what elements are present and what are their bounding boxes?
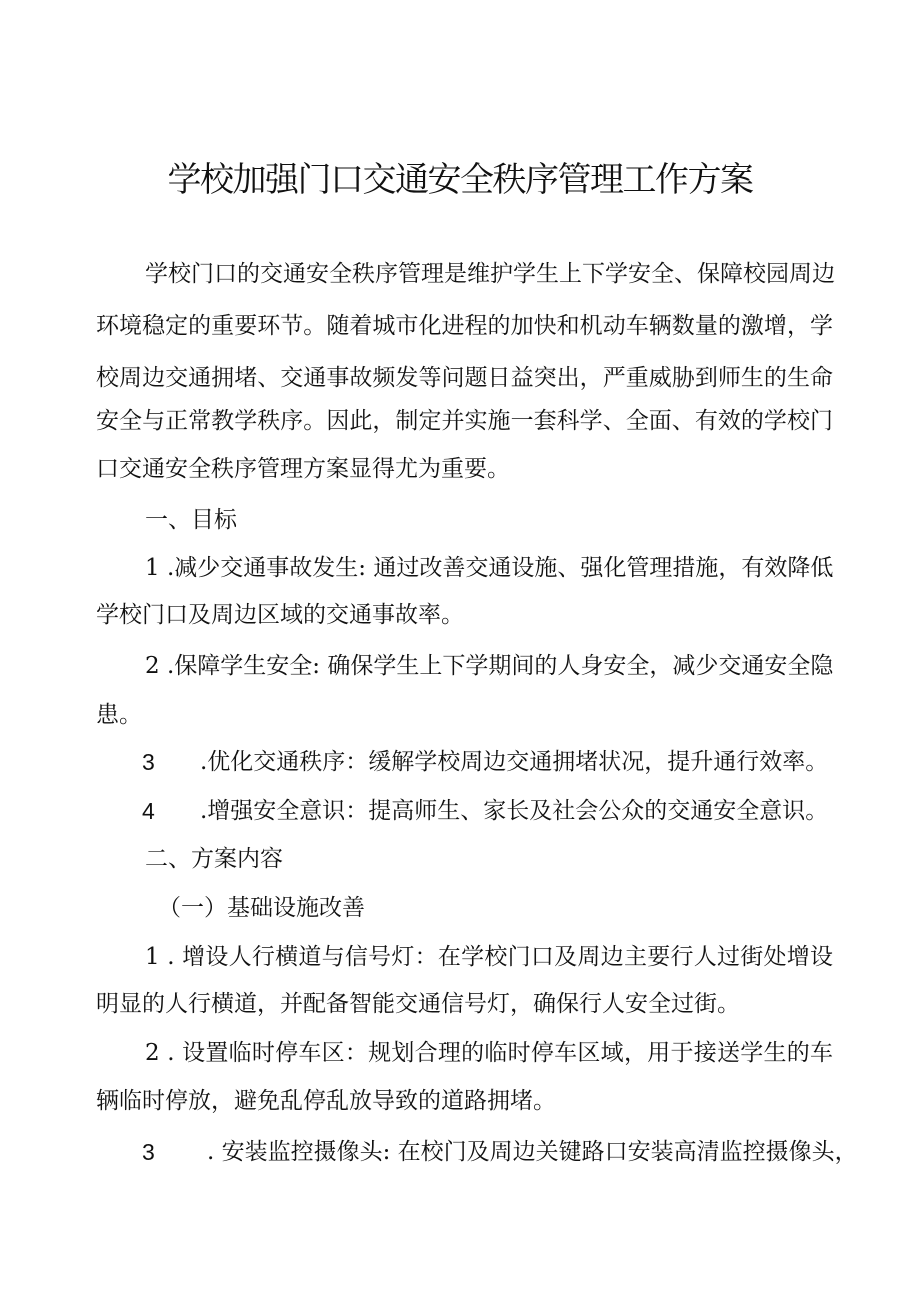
- list-item-line: 2 . 设置临时停车区：规划合理的临时停车区域，用于接送学生的车: [145, 1040, 833, 1066]
- list-item-line: 辆临时停放，避免乱停乱放导致的道路拥堵。: [96, 1088, 556, 1114]
- list-item-number: 3: [142, 749, 155, 775]
- list-item-text: .增强安全意识：提高师生、家长及社会公众的交通安全意识。: [200, 798, 829, 824]
- intro-line: 口交通安全秩序管理方案显得尤为重要。: [96, 456, 510, 482]
- intro-line: 学校门口的交通安全秩序管理是维护学生上下学安全、保障校园周边: [145, 261, 835, 287]
- list-item-line: 学校门口及周边区域的交通事故率。: [96, 602, 464, 628]
- document-title: 学校加强门口交通安全秩序管理工作方案: [167, 160, 753, 200]
- list-item-line: 患。: [96, 702, 142, 728]
- subsection-heading: （一）基础设施改善: [158, 895, 365, 921]
- section-heading: 二、方案内容: [145, 846, 283, 872]
- intro-line: 校周边交通拥堵、交通事故频发等问题日益突出，严重威胁到师生的生命: [96, 365, 833, 391]
- list-item-line: 1 .减少交通事故发生: 通过改善交通设施、强化管理措施，有效降低: [145, 555, 834, 581]
- list-item-line: 明显的人行横道，并配备智能交通信号灯，确保行人安全过街。: [96, 991, 740, 1017]
- list-item-number: 3: [142, 1139, 155, 1165]
- intro-line: 安全与正常教学秩序。因此，制定并实施一套科学、全面、有效的学校门: [96, 408, 833, 434]
- list-item-number: 4: [142, 798, 155, 824]
- list-item-line: 2 .保障学生安全: 确保学生上下学期间的人身安全，减少交通安全隐: [145, 653, 834, 679]
- intro-line: 环境稳定的重要环节。随着城市化进程的加快和机动车辆数量的激增，学: [96, 313, 833, 339]
- list-item-line: 1 . 增设人行横道与信号灯：在学校门口及周边主要行人过街处增设: [145, 944, 833, 970]
- list-item-text: . 安装监控摄像头: 在校门及周边关键路口安装高清监控摄像头，: [207, 1139, 858, 1165]
- list-item-text: .优化交通秩序：缓解学校周边交通拥堵状况，提升通行效率。: [200, 749, 829, 775]
- section-heading: 一、目标: [145, 507, 237, 533]
